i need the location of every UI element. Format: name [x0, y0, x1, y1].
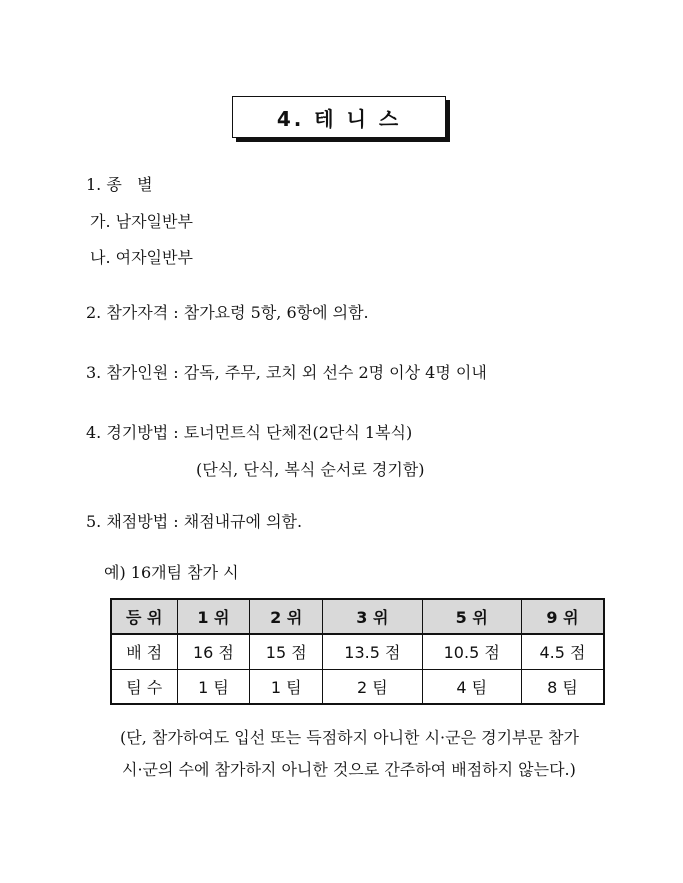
table-header-cell: 1 위: [177, 599, 250, 634]
footnote-line-1: (단, 참가하여도 입선 또는 득점하지 아니한 시·군은 경기부문 참가: [120, 728, 579, 747]
table-header-cell: 2 위: [250, 599, 323, 634]
table-cell: 10.5 점: [422, 634, 521, 669]
table-cell: 1 팀: [250, 669, 323, 704]
table-row: [111, 669, 604, 704]
page-title: 4. 테 니 스: [276, 106, 402, 131]
table-cell: 팀 수: [111, 669, 177, 704]
table-cell: 2 팀: [323, 669, 422, 704]
section-1-item-b: 나. 여자일반부: [90, 248, 193, 267]
example-label: 예) 16개팀 참가 시: [104, 563, 239, 582]
table-cell: 15 점: [250, 634, 323, 669]
score-table: [110, 598, 605, 705]
table-cell: 1 팀: [177, 669, 250, 704]
table-header-cell: 9 위: [521, 599, 604, 634]
section-4-method-detail: (단식, 단식, 복식 순서로 경기함): [196, 460, 425, 479]
footnote-line-2: 시·군의 수에 참가하지 아니한 것으로 간주하여 배점하지 않는다.): [122, 760, 576, 779]
section-4-method: 4. 경기방법 : 토너먼트식 단체전(2단식 1복식): [86, 423, 413, 442]
table-cell: 16 점: [177, 634, 250, 669]
table-header-cell: 5 위: [422, 599, 521, 634]
table-cell: 8 팀: [521, 669, 604, 704]
table-header-cell: 3 위: [323, 599, 422, 634]
table-row: [111, 634, 604, 669]
section-3-participants: 3. 참가인원 : 감독, 주무, 코치 외 선수 2명 이상 4명 이내: [86, 363, 487, 382]
table-cell: 배 점: [111, 634, 177, 669]
table-header-cell: 등 위: [111, 599, 177, 634]
table-cell: 13.5 점: [323, 634, 422, 669]
section-2-qualification: 2. 참가자격 : 참가요령 5항, 6항에 의함.: [86, 303, 369, 322]
section-1-heading: 1. 종 별: [86, 175, 153, 194]
table-cell: 4 팀: [422, 669, 521, 704]
section-5-scoring: 5. 채점방법 : 채점내규에 의함.: [86, 512, 303, 531]
title-box: [232, 96, 446, 138]
section-1-item-a: 가. 남자일반부: [90, 212, 193, 231]
table-header-row: [111, 599, 604, 634]
table-cell: 4.5 점: [521, 634, 604, 669]
